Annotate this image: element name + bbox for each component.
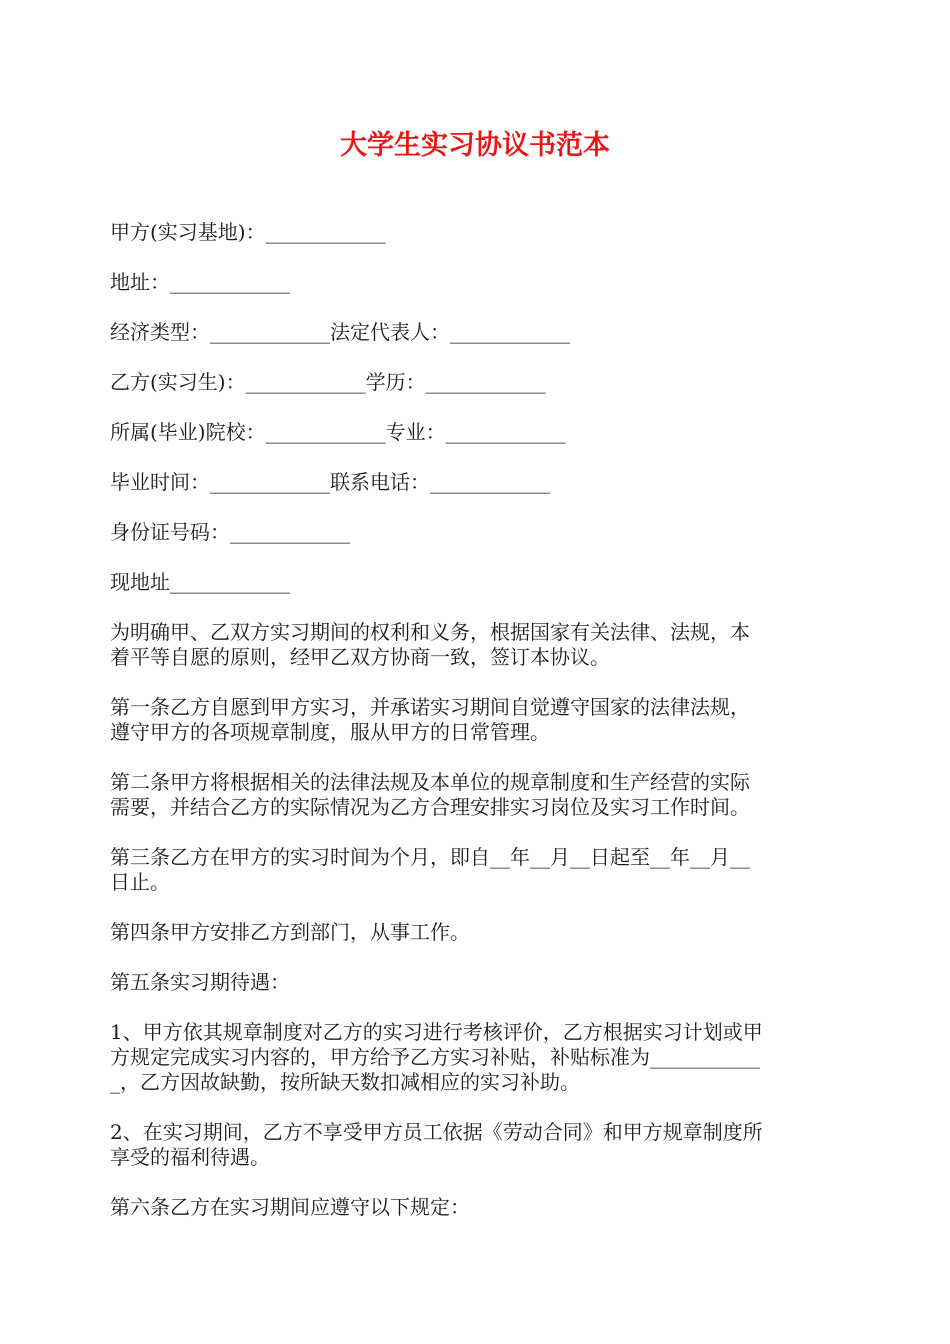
field-address: 地址：____________ bbox=[110, 270, 290, 294]
paragraph-line: 第五条实习期待遇： bbox=[110, 970, 290, 994]
paragraph-line: 第一条乙方自愿到甲方实习，并承诺实习期间自觉遵守国家的法律法规， bbox=[110, 695, 750, 719]
paragraph-line: 第三条乙方在甲方的实习时间为个月，即自__年__月__日起至__年__月__ bbox=[110, 845, 750, 869]
paragraph-article-5 bbox=[110, 970, 845, 995]
paragraph-line: 日止。 bbox=[110, 870, 170, 894]
paragraph-preamble bbox=[110, 620, 845, 670]
paragraph-line: 第四条甲方安排乙方到部门，从事工作。 bbox=[110, 920, 470, 944]
paragraph-line: 方规定完成实习内容的，甲方给予乙方实习补贴，补贴标准为___________ bbox=[110, 1045, 760, 1069]
paragraph-article-3 bbox=[110, 845, 845, 895]
paragraph-item-2 bbox=[110, 1120, 845, 1170]
document-title: 大学生实习协议书范本 bbox=[340, 130, 610, 161]
field-party-a: 甲方(实习基地)：____________ bbox=[110, 220, 386, 244]
field-graduation-time: 毕业时间：____________联系电话：____________ bbox=[110, 470, 550, 494]
paragraph-article-2 bbox=[110, 770, 845, 820]
paragraph-line: 2、在实习期间，乙方不享受甲方员工依据《劳动合同》和甲方规章制度所 bbox=[110, 1120, 763, 1144]
field-school: 所属(毕业)院校：____________专业：____________ bbox=[110, 420, 566, 444]
field-party-b: 乙方(实习生)：____________学历：____________ bbox=[110, 370, 546, 394]
paragraph-line: 为明确甲、乙双方实习期间的权利和义务，根据国家有关法律、法规，本 bbox=[110, 620, 750, 644]
paragraph-line: 第二条甲方将根据相关的法律法规及本单位的规章制度和生产经营的实际 bbox=[110, 770, 750, 794]
paragraph-article-1 bbox=[110, 695, 845, 745]
paragraph-line: 第六条乙方在实习期间应遵守以下规定： bbox=[110, 1195, 470, 1219]
paragraph-line: 需要，并结合乙方的实际情况为乙方合理安排实习岗位及实习工作时间。 bbox=[110, 795, 750, 819]
paragraph-line: _，乙方因故缺勤，按所缺天数扣减相应的实习补助。 bbox=[110, 1070, 580, 1094]
field-current-address: 现地址____________ bbox=[110, 570, 290, 594]
paragraph-line: 1、甲方依其规章制度对乙方的实习进行考核评价，乙方根据实习计划或甲 bbox=[110, 1020, 763, 1044]
paragraph-article-6 bbox=[110, 1195, 845, 1220]
paragraph-line: 遵守甲方的各项规章制度，服从甲方的日常管理。 bbox=[110, 720, 550, 744]
paragraph-item-1 bbox=[110, 1020, 845, 1095]
paragraph-line: 着平等自愿的原则，经甲乙双方协商一致，签订本协议。 bbox=[110, 645, 610, 669]
paragraph-line: 享受的福利待遇。 bbox=[110, 1145, 270, 1169]
paragraph-article-4 bbox=[110, 920, 845, 945]
field-economic-type: 经济类型：____________法定代表人：____________ bbox=[110, 320, 570, 344]
field-id-number: 身份证号码：____________ bbox=[110, 520, 350, 544]
